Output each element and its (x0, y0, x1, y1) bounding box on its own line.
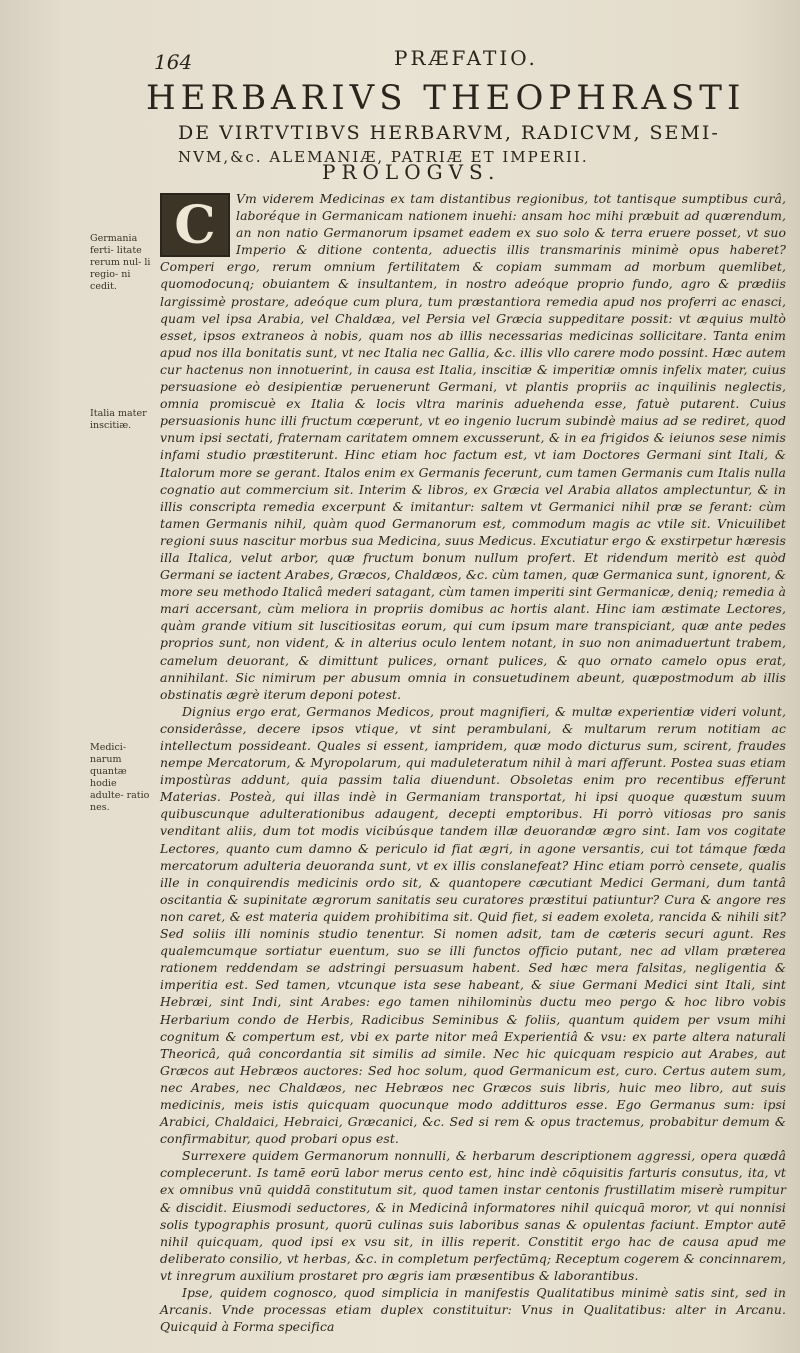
running-title: PRÆFATIO. (394, 46, 538, 70)
title-block (146, 78, 776, 168)
body-text (160, 190, 786, 1335)
prologue-heading: PROLOGVS. (322, 160, 501, 184)
drop-cap-initial: C (160, 193, 230, 257)
paragraph: Ipse, quidem cognosco, quod simplicia in manifestis Qualitatibus minimè satis sint, sed in Arcanis. Vnde processas etiam duplex constituitur: Vnus in Qualitatibus: alter in Arcanu. Quicquid à Forma specifica (160, 1285, 786, 1335)
margin-note: Germania ferti- litate rerum nul- li regio- ni cedit. (90, 233, 151, 292)
paragraph: Dignius ergo erat, Germanos Medicos, prout magnifieri, & multæ experientiæ videri volunt, considerâsse, decere ipsos vtique, vt sint perambulani, & multarum rerum notitiam ac intellectum possideant. Quales si essent, iampridem, quæ modo dicturus sum, scirent, fraudes nempe Mercatorum, & Myropolarum, qui maduleteratum nihil à mari afferunt. Postea suas etiam impostùras addunt, quia passim talia diuendunt. Obsoletas enim pro recentibus efferunt Materias. Posteà, qui illas indè in Germaniam transportat, hi ipsi quoque quæstum suum quibuscunque adulterationibus adaugent, decepti emptoribus. Hi porrò vitiosas pro sanis venditant aliis, dum tot modis vicibúsque tandem illæ deuorandæ ægro sint. Iam vos cogitate Lectores, quanto cum damno & periculo id fiat ægri, in agone versantis, cui tot támque fœda mercatorum adulteria deuoranda sunt, vt ex illis conslanefeat? Hinc etiam porrò censete, qualis ille in conquirendis medicinis ordo sit, & quantopere cæcutiant Medici Germani, dum tantâ oscitantia & supinitate ægrorum sanitatis seu curatores præstitui patiuntur? Cura & angore res non caret, & est materia quidem prohibitima sit. Quid fiet, si eadem exoleta, rancida & nihili sit? Sed soliis illi nominis studio tenentur. Si nomen adsit, tam de cæteris securi agunt. Res qualemcumque sortiatur euentum, suo se illi functos officio putant, nec ad vllam præterea rationem reddendam se adstringi persuasum habent. Sed hæc mera falsitas, negligentia & imperitia est. Sed tamen, vtcunque ista sese habeant, & siue Germani Medici sint Itali, sint Hebræi, sint Indi, sint Arabes: ego tamen nihilominùs ductu meo pergo & hoc libro vobis Herbarium condo de Herbis, Radicibus Seminibus & foliis, quantum quidem per vsum mihi cognitum & compertum est, vbi ex parte nitor meâ Experientiâ & vsu: ex parte altera naturali Theoricâ, quâ concordantia sit similis ad simile. Nec hic quicquam respicio aut Arabes, aut Græcos aut Hebræos auctores: Sed hoc solum, quod Germanicum est, curo. Certus autem sum, nec Arabes, nec Chaldæos, nec Hebræos nec Græcos suis libris, huic meo libro, aut suis medicinis, meis istis quicquam quocunque modo additturos esse. Ego Germanus sum: ipsi Arabici, Chaldaici, Hebraici, Græcanici, &c. Sed si rem & opus tractemus, probabitur demum & confirmabitur, quod probari opus est. (160, 703, 786, 1147)
subtitle-line-1: DE VIRTVTIBVS HERBARVM, RADICVM, SEMI- (178, 122, 720, 144)
running-head (146, 44, 766, 74)
main-title: HERBARIVS THEOPHRASTI (146, 78, 746, 118)
subtitle-line-2: NVM,&c. ALEMANIÆ, PATRIÆ ET IMPERII. (178, 148, 589, 166)
page-number: 164 (154, 50, 193, 74)
margin-note: Italia mater inscitiæ. (90, 408, 147, 431)
paragraph: Vm viderem Medicinas ex tam distantibus regionibus, tot tantisque sumptibus curâ, laboréque in Germanicam nationem inuehi: ansam hoc mihi præbuit ad quærendum, an non natio Germanorum ipsamet eadem ex suo solo & terra eruere posset, vt suo Imperio & ditione contenta, aduectis illis transmarinis minimè opus haberet? Comperi ergo, rerum omnium fertilitatem & copiam summam ad morbum quemlibet, quomodocunq; obuiantem & insultantem, in nostro adeóque proprio fundo, agro & prædiis largissimè prostare, adeóque cum plura, tum præstantiora remedia apud nos proferri ac enasci, quam vel ipsa Arabia, vel Chaldæa, vel Persia vel Græcia suppeditare possit: vt æquius multò esset, ipsos extraneos à nobis, quam nos ab illis necessarias medicinas sollicitare. Tanta enim apud nos illa bonitatis sunt, vt nec Italia nec Gallia, &c. illis vllo carere modo possint. Hæc autem cur hactenus non innotuerint, in causa est Italia, inscitiæ & imperitiæ omnis infelix mater, cuius persuasione eò desipientiæ peruenerunt Germani, vt plantis propriis ac inquilinis neglectis, omnia promiscuè ex Italia & locis vltra marinis aduehenda esse, fatuè putarent. Cuius persuasionis hunc illi fructum cœperunt, vt eo ingenio lucrum subindè maius ad se rediret, quod vnum ipsi sectati, fraternam caritatem omnem excusserunt, & in ea frigidos & ieiunos sese nimis infami studio præstiterunt. Hinc etiam hoc factum est, vt iam Doctores Germani sint Itali, & Italorum more se gerant. Italos enim ex Germanis fecerunt, cum tamen Germanis cum Italis nulla cognatio aut commercium sit. Interim & libros, ex Græcia vel Arabia allatos amplectuntur, & in illis conscripta remedia excerpunt & imitantur: saltem vt Germanici nihil præ se ferant: cùm tamen Germanis nihil, quàm quod Germanorum est, commodum magis ac vtile sit. Vnicuilibet regioni suus nascitur morbus sua Medicina, suus Medicus. Excutiatur ergo & exstirpetur hæresis illa Italica, velut arbor, quæ fructum bonum nullum profert. Et ridendum meritò est quòd Germani se iactent Arabes, Græcos, Chaldæos, &c. cùm tamen, quæ Germanica sunt, ignorent, & more seu methodo Italicâ mederi satagant, cùm tamen imperiti sint Germanicæ, deniq; remedia à mari accersant, cùm meliora in propriis domibus ac hortis alant. Hinc iam æstimate Lectores, quàm grande vitium sit luscitiositas eorum, qui cum ipsum mare transpiciant, quæ ante pedes proprios sunt, non vident, & in alterius oculo lentem notant, in suo non animaduertunt trabem, camelum deuorant, & dimittunt pulices, ornant pulices, & quo ornato camelo opus erat, annihilant. Sic nimirum per abusum omnia in consuetudinem abeunt, quæpostmodum ab illis obstinatis ægrè iterum deponi potest. (160, 191, 786, 702)
paragraph: Surrexere quidem Germanorum nonnulli, & herbarum descriptionem aggressi, opera quædâ complecerunt. Is tamē eorū labor merus cento est, hinc indè cōquisitis farturis consutus, ita, vt ex omnibus vnū quiddā constitutum sit, quod tamen instar centonis frustillatim miserè rumpitur & discidit. Eiusmodi seductores, & in Medicinâ informatores nihil quicquā moror, vt qui nonnisi solis typographis prosunt, quorū culinas suis laboribus sanas & opulentas faciunt. Emptor autē nihil quicquam, quod ipsi ex vsu sit, in illis reperit. Constitit ergo hac de causa apud me deliberato consilio, vt herbas, &c. in completum perfectūmq; Receptum cogerem & concinnarem, vt inregrum auxilium prostaret pro ægris iam præsentibus & laborantibus. (160, 1148, 786, 1283)
margin-note: Medici- narum quantæ hodie adulte- ratio nes. (90, 742, 150, 813)
